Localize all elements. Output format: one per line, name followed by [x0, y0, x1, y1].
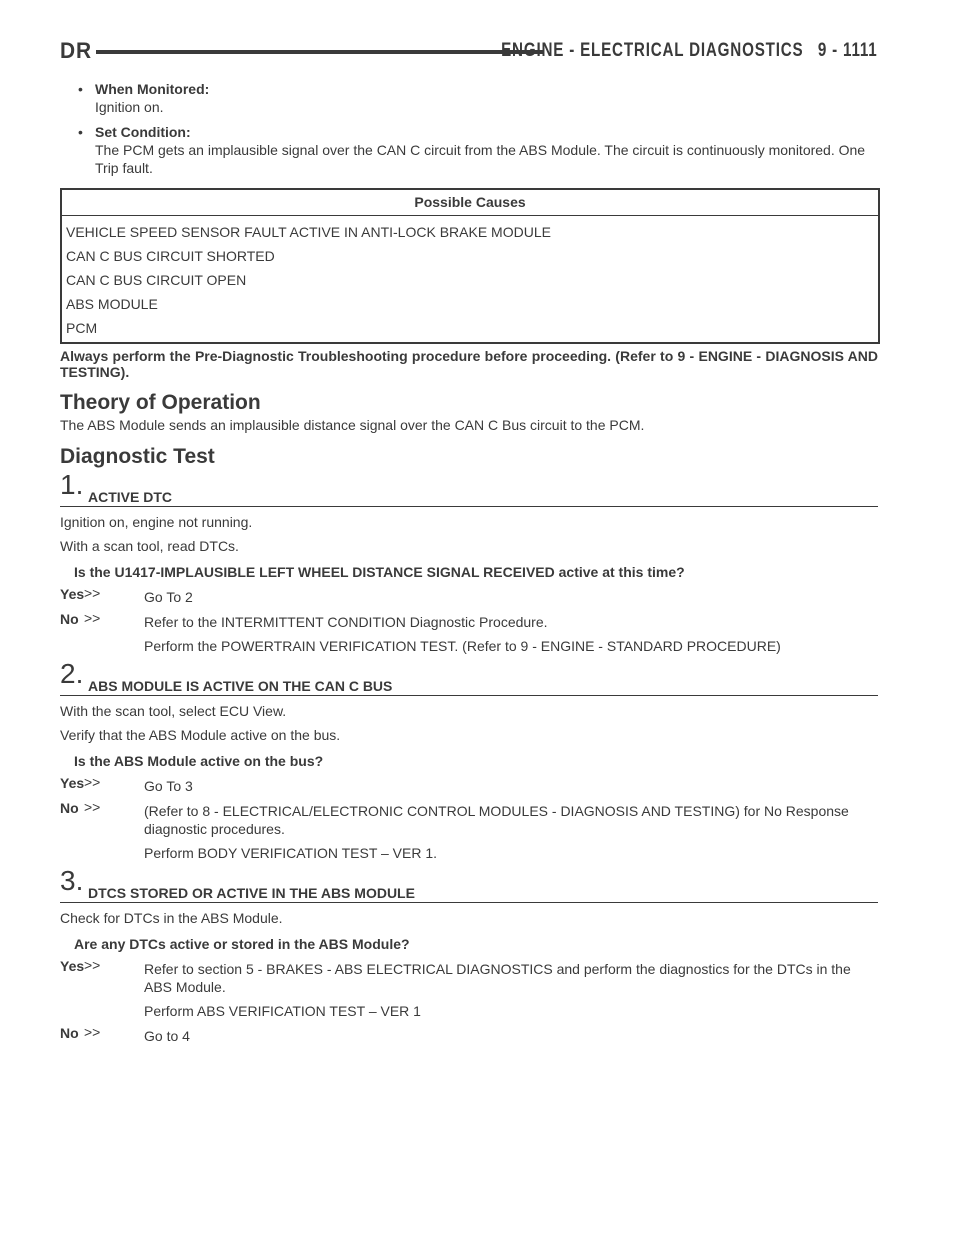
- step-title: DTCS STORED OR ACTIVE IN THE ABS MODULE: [88, 885, 415, 901]
- step-title: ABS MODULE IS ACTIVE ON THE CAN C BUS: [88, 678, 393, 694]
- answer-body: [144, 613, 878, 655]
- bullet-text: Ignition on.: [95, 99, 164, 115]
- answer-text: Perform ABS VERIFICATION TEST – VER 1: [144, 1003, 421, 1019]
- answer-text: (Refer to 8 - ELECTRICAL/ELECTRONIC CONTROL MODULES - DIAGNOSIS AND TESTING) for No Response diagnostic procedures.: [144, 803, 849, 837]
- model-code: DR: [60, 38, 93, 63]
- bullet-item: [78, 123, 878, 177]
- answer-body: [144, 1027, 878, 1045]
- header-rule: [96, 50, 544, 54]
- diagnostic-step: [60, 658, 878, 862]
- step-header: [60, 658, 878, 696]
- step-number: 2.: [60, 658, 84, 689]
- bullet-text: The PCM gets an implausible signal over the CAN C circuit from the ABS Module. The circuit is continuously monitored. One Trip fault.: [95, 142, 866, 176]
- pre-diagnostic-note: Always perform the Pre-Diagnostic Troubleshooting procedure before proceeding. (Refer to 9 - ENGINE - DIAGNOSIS AND TESTING).: [60, 348, 878, 380]
- answer-no: [60, 610, 878, 655]
- bullet-icon: •: [78, 81, 83, 97]
- bullet-list: [78, 80, 878, 177]
- arrow-icon: >>: [84, 1024, 101, 1040]
- bullet-title: When Monitored:: [95, 81, 210, 97]
- page-content: [60, 80, 878, 1045]
- possible-causes-table: [60, 188, 880, 344]
- step-number: 1.: [60, 469, 84, 500]
- causes-header: Possible Causes: [62, 190, 878, 216]
- step-header: [60, 865, 878, 903]
- answer-text: Refer to the INTERMITTENT CONDITION Diagnostic Procedure.: [144, 614, 548, 630]
- causes-list: [62, 216, 878, 342]
- answer-yes: [60, 774, 878, 795]
- answer-no: [60, 799, 878, 862]
- bullet-icon: •: [78, 124, 83, 140]
- arrow-icon: >>: [84, 799, 101, 815]
- answer-text: Go to 4: [144, 1028, 190, 1044]
- answer-body: [144, 960, 878, 1020]
- answer-text: Refer to section 5 - BRAKES - ABS ELECTRICAL DIAGNOSTICS and perform the diagnostics for the DTCs in the ABS Module.: [144, 961, 851, 995]
- step-question: Is the U1417-IMPLAUSIBLE LEFT WHEEL DISTANCE SIGNAL RECEIVED active at this time?: [74, 564, 685, 580]
- step-instruction: Check for DTCs in the ABS Module.: [60, 910, 283, 926]
- answer-no: [60, 1024, 878, 1045]
- bullet-item: [78, 80, 878, 116]
- arrow-icon: >>: [84, 774, 101, 790]
- step-instruction: With a scan tool, read DTCs.: [60, 538, 239, 554]
- answer-yes: [60, 585, 878, 606]
- arrow-icon: >>: [84, 957, 101, 973]
- answer-text: Go To 3: [144, 778, 193, 794]
- step-header: [60, 469, 878, 507]
- diagnostic-heading: Diagnostic Test: [60, 445, 215, 468]
- page-number: 9 - 1111: [818, 40, 878, 61]
- step-number: 3.: [60, 865, 84, 896]
- cause-item: CAN C BUS CIRCUIT SHORTED: [66, 248, 275, 264]
- section-title-wrap: [502, 40, 878, 62]
- answer-text: Go To 2: [144, 589, 193, 605]
- page-header: [60, 38, 878, 68]
- bullet-title: Set Condition:: [95, 124, 191, 140]
- answer-yes: [60, 957, 878, 1020]
- answer-label: No: [60, 1025, 79, 1041]
- arrow-icon: >>: [84, 585, 101, 601]
- theory-heading: Theory of Operation: [60, 391, 261, 414]
- diagnostic-step: [60, 469, 878, 655]
- step-instruction: With the scan tool, select ECU View.: [60, 703, 287, 719]
- section-title: ENGINE - ELECTRICAL DIAGNOSTICS: [501, 40, 804, 61]
- answer-text: Perform the POWERTRAIN VERIFICATION TEST. (Refer to 9 - ENGINE - STANDARD PROCEDURE): [144, 638, 781, 654]
- cause-item: PCM: [66, 320, 98, 336]
- answer-body: [144, 802, 878, 862]
- step-question: Are any DTCs active or stored in the ABS Module?: [74, 936, 410, 952]
- step-instruction: Ignition on, engine not running.: [60, 514, 253, 530]
- arrow-icon: >>: [84, 610, 101, 626]
- answer-body: [144, 777, 878, 795]
- step-title: ACTIVE DTC: [88, 489, 172, 505]
- theory-text: The ABS Module sends an implausible distance signal over the CAN C Bus circuit to the PCM.: [60, 417, 645, 433]
- cause-item: ABS MODULE: [66, 296, 158, 312]
- answer-label: Yes: [60, 775, 85, 791]
- cause-item: VEHICLE SPEED SENSOR FAULT ACTIVE IN ANTI-LOCK BRAKE MODULE: [66, 224, 551, 240]
- diagnostic-step: [60, 865, 878, 1045]
- answer-label: No: [60, 800, 79, 816]
- answer-body: [144, 588, 878, 606]
- answer-label: Yes: [60, 958, 85, 974]
- answer-label: No: [60, 611, 79, 627]
- answer-label: Yes: [60, 586, 85, 602]
- step-question: Is the ABS Module active on the bus?: [74, 753, 324, 769]
- cause-item: CAN C BUS CIRCUIT OPEN: [66, 272, 247, 288]
- answer-text: Perform BODY VERIFICATION TEST – VER 1.: [144, 845, 438, 861]
- step-instruction: Verify that the ABS Module active on the bus.: [60, 727, 341, 743]
